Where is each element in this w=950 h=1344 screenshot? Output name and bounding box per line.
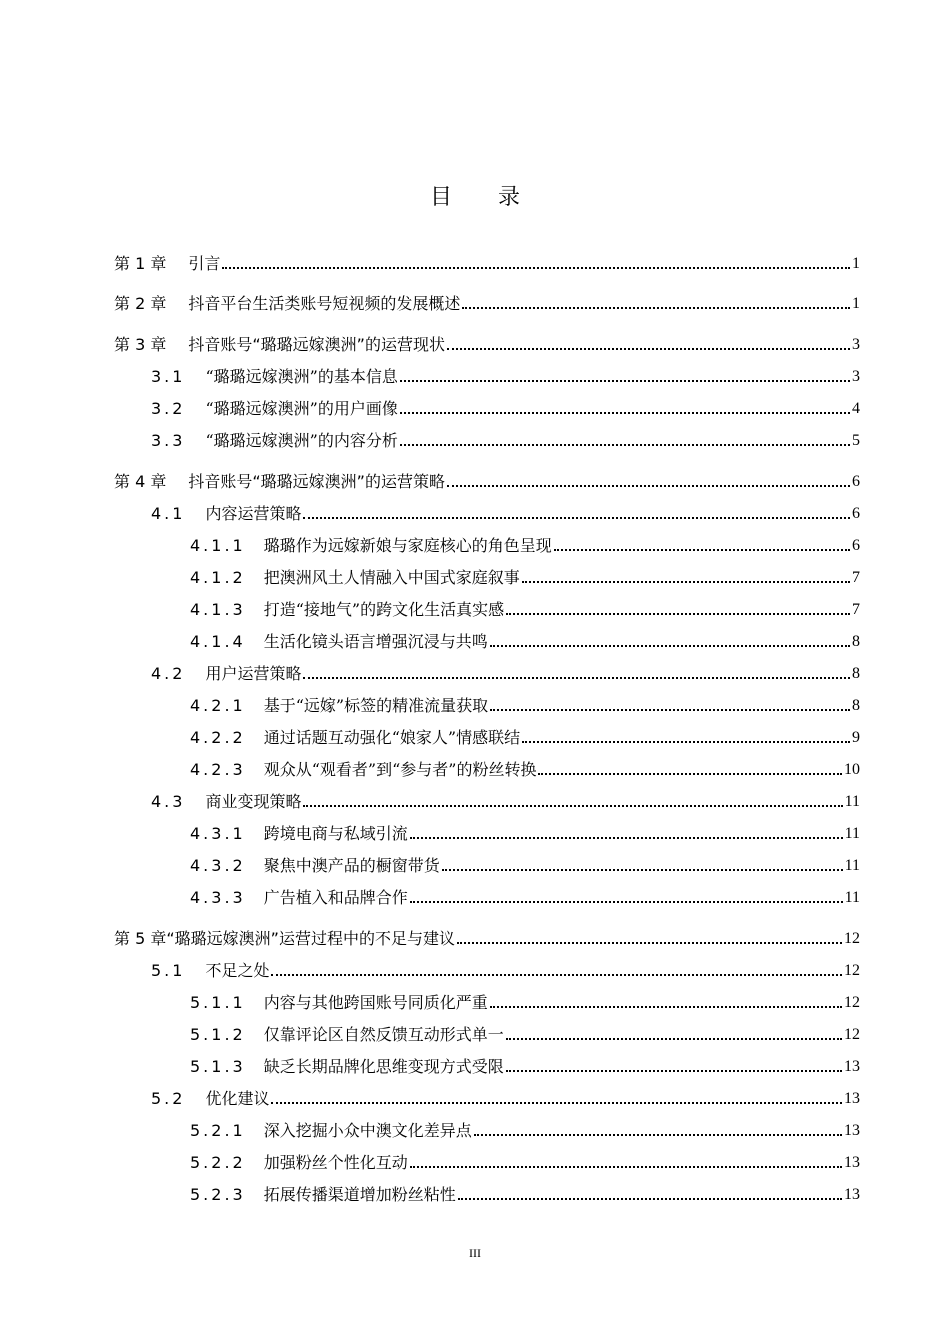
toc-entry[interactable] (114, 756, 860, 780)
toc-entry-page: 8 (852, 665, 860, 682)
toc-entry-number: 第 2 章 (114, 294, 167, 313)
toc-entry-page: 11 (844, 889, 860, 906)
toc-entry[interactable] (114, 500, 860, 524)
toc-entry-title: 广告植入和品牌合作 (263, 888, 408, 907)
toc-entry-page: 8 (852, 633, 860, 650)
toc-entry-number: 4.3.1 (190, 824, 246, 843)
toc-entry-title: 引言 (188, 254, 221, 273)
toc-entry-number: 第 4 章 (114, 472, 167, 491)
dot-leader (490, 709, 850, 711)
toc-entry-title: 内容与其他跨国账号同质化严重 (263, 993, 488, 1012)
toc-entry[interactable] (114, 331, 860, 355)
toc-entry-title: “璐璐远嫁澳洲”运营过程中的不足与建议 (166, 929, 455, 948)
toc-entry-title: 用户运营策略 (205, 664, 302, 683)
toc-entry-title: 缺乏长期品牌化思维变现方式受限 (263, 1057, 504, 1076)
dot-leader (490, 1006, 842, 1008)
toc-entry-page: 3 (852, 336, 860, 353)
toc-entry-number: 5.1.2 (190, 1025, 246, 1044)
toc-entry-number: 5.1 (151, 961, 186, 980)
toc-entry-title: “璐璐远嫁澳洲”的用户画像 (205, 399, 398, 418)
toc-entry[interactable] (114, 1021, 860, 1045)
toc-entry-page: 11 (844, 825, 860, 842)
toc-entry[interactable] (114, 564, 860, 588)
page-title: 目录 (429, 185, 566, 210)
toc-entry-page: 12 (844, 994, 860, 1011)
toc-entry-page: 8 (852, 697, 860, 714)
dot-leader (410, 901, 843, 903)
toc-entry-number: 4.3 (151, 792, 186, 811)
toc-entry[interactable] (114, 724, 860, 748)
toc-entry-title: 加强粉丝个性化互动 (263, 1153, 408, 1172)
toc-entry[interactable] (114, 290, 860, 314)
toc-entry-page: 6 (852, 537, 860, 554)
toc-entry-number: 5.2.1 (190, 1121, 246, 1140)
toc-entry-title: 跨境电商与私域引流 (263, 824, 408, 843)
toc-entry-title: 拓展传播渠道增加粉丝粘性 (263, 1185, 456, 1204)
dot-leader (554, 549, 850, 551)
toc-entry-title: 深入挖掘小众中澳文化差异点 (263, 1121, 472, 1140)
toc-entry-number: 5.1.1 (190, 993, 246, 1012)
toc-entry-title: 基于“远嫁”标签的精准流量获取 (263, 696, 489, 715)
toc-entry-page: 13 (844, 1058, 860, 1075)
toc-entry-number: 4.1 (151, 504, 186, 523)
dot-leader (222, 267, 850, 269)
toc-entry-page: 13 (844, 1122, 860, 1139)
dot-leader (303, 517, 850, 519)
toc-entry-title: 抖音账号“璐璐远嫁澳洲”的运营现状 (188, 335, 445, 354)
toc-entry-page: 11 (844, 857, 860, 874)
dot-leader (271, 974, 842, 976)
toc-entry[interactable] (114, 1181, 860, 1205)
toc-entry-number: 第 3 章 (114, 335, 167, 354)
dot-leader (271, 1102, 842, 1104)
toc-entry-title: 抖音账号“璐璐远嫁澳洲”的运营策略 (188, 472, 445, 491)
dot-leader (410, 837, 843, 839)
dot-leader (442, 869, 843, 871)
toc-entry[interactable] (114, 596, 860, 620)
toc-entry-title: 璐璐作为远嫁新娘与家庭核心的角色呈现 (263, 536, 552, 555)
toc-entry[interactable] (114, 884, 860, 908)
dot-leader (522, 581, 850, 583)
toc-entry[interactable] (114, 692, 860, 716)
toc-entry[interactable] (114, 1085, 860, 1109)
toc-entry-title: 打造“接地气”的跨文化生活真实感 (263, 600, 505, 619)
toc-entry-title: 不足之处 (205, 961, 270, 980)
toc-entry-title: “璐璐远嫁澳洲”的基本信息 (205, 367, 398, 386)
toc-entry[interactable] (114, 532, 860, 556)
toc-entry[interactable] (114, 628, 860, 652)
dot-leader (462, 307, 850, 309)
dot-leader (447, 485, 850, 487)
toc-entry-number: 5.2 (151, 1089, 186, 1108)
dot-leader (303, 677, 850, 679)
toc-entry-number: 3.1 (151, 367, 186, 386)
toc-entry-number: 4.2 (151, 664, 186, 683)
toc-entry-title: 商业变现策略 (205, 792, 302, 811)
toc-entry-title: 仅靠评论区自然反馈互动形式单一 (263, 1025, 504, 1044)
toc-entry-number: 4.1.3 (190, 600, 246, 619)
toc-entry-page: 6 (852, 505, 860, 522)
toc-entry-title: 聚焦中澳产品的橱窗带货 (263, 856, 440, 875)
toc-entry-page: 13 (844, 1154, 860, 1171)
toc-entry-title: 内容运营策略 (205, 504, 302, 523)
dot-leader (474, 1134, 842, 1136)
toc-entry-page: 12 (844, 962, 860, 979)
toc-entry-page: 7 (852, 601, 860, 618)
dot-leader (538, 773, 842, 775)
toc-entry-number: 4.3.3 (190, 888, 246, 907)
dot-leader (506, 1038, 842, 1040)
dot-leader (447, 348, 850, 350)
toc-entry-page: 3 (852, 368, 860, 385)
toc-entry-page: 9 (852, 729, 860, 746)
toc-entry[interactable] (114, 957, 860, 981)
toc-entry-number: 3.2 (151, 399, 186, 418)
dot-leader (400, 380, 850, 382)
toc-entry-title: “璐璐远嫁澳洲”的内容分析 (205, 431, 398, 450)
dot-leader (410, 1166, 842, 1168)
toc-entry[interactable] (114, 852, 860, 876)
toc-entry[interactable] (114, 925, 860, 949)
toc-entry-number: 第 1 章 (114, 254, 167, 273)
dot-leader (458, 1198, 842, 1200)
toc-entry[interactable] (114, 250, 860, 274)
toc-entry[interactable] (114, 1149, 860, 1173)
toc-entry-page: 12 (844, 930, 860, 947)
toc-entry[interactable] (114, 363, 860, 387)
toc-entry-number: 第 5 章 (114, 929, 167, 948)
dot-leader (400, 444, 850, 446)
toc-entry-page: 13 (844, 1186, 860, 1203)
toc-entry-number: 4.2.2 (190, 728, 246, 747)
toc-entry-number: 4.1.4 (190, 632, 246, 651)
toc-entry-number: 4.3.2 (190, 856, 246, 875)
toc-entry[interactable] (114, 427, 860, 451)
dot-leader (400, 412, 850, 414)
dot-leader (303, 805, 842, 807)
toc-entry-title: 把澳洲风土人情融入中国式家庭叙事 (263, 568, 520, 587)
toc-entry-number: 4.1.2 (190, 568, 246, 587)
toc-entry-number: 4.2.3 (190, 760, 246, 779)
dot-leader (522, 741, 850, 743)
toc-entry-number: 5.2.2 (190, 1153, 246, 1172)
toc-entry-number: 4.2.1 (190, 696, 246, 715)
toc-entry-number: 3.3 (151, 431, 186, 450)
toc-entry-page: 1 (852, 295, 860, 312)
toc-entry[interactable] (114, 788, 860, 812)
dot-leader (506, 613, 850, 615)
toc-entry-page: 10 (844, 761, 860, 778)
toc-entry[interactable] (114, 468, 860, 492)
toc-entry-number: 4.1.1 (190, 536, 246, 555)
toc-entry-page: 6 (852, 473, 860, 490)
toc-entry-page: 12 (844, 1026, 860, 1043)
toc-entry[interactable] (114, 395, 860, 419)
toc-entry-title: 抖音平台生活类账号短视频的发展概述 (188, 294, 461, 313)
toc-entry-title: 优化建议 (205, 1089, 270, 1108)
toc-entry-page: 11 (844, 793, 860, 810)
toc-entry-page: 1 (852, 255, 860, 272)
toc-entry-number: 5.2.3 (190, 1185, 246, 1204)
dot-leader (506, 1070, 842, 1072)
toc-entry[interactable] (114, 820, 860, 844)
toc-entry-number: 5.1.3 (190, 1057, 246, 1076)
toc-entry-title: 生活化镜头语言增强沉浸与共鸣 (263, 632, 488, 651)
dot-leader (490, 645, 850, 647)
toc-entry-title: 观众从“观看者”到“参与者”的粉丝转换 (263, 760, 537, 779)
toc-entry-page: 13 (844, 1090, 860, 1107)
toc-entry[interactable] (114, 660, 860, 684)
page-number-footer: III (469, 1246, 481, 1260)
toc-entry-page: 7 (852, 569, 860, 586)
toc-entry[interactable] (114, 1053, 860, 1077)
toc-entry-title: 通过话题互动强化“娘家人”情感联结 (263, 728, 521, 747)
toc-entry-page: 5 (852, 432, 860, 449)
toc-entry[interactable] (114, 1117, 860, 1141)
toc-entry-page: 4 (852, 400, 860, 417)
dot-leader (457, 942, 842, 944)
toc-entry[interactable] (114, 989, 860, 1013)
